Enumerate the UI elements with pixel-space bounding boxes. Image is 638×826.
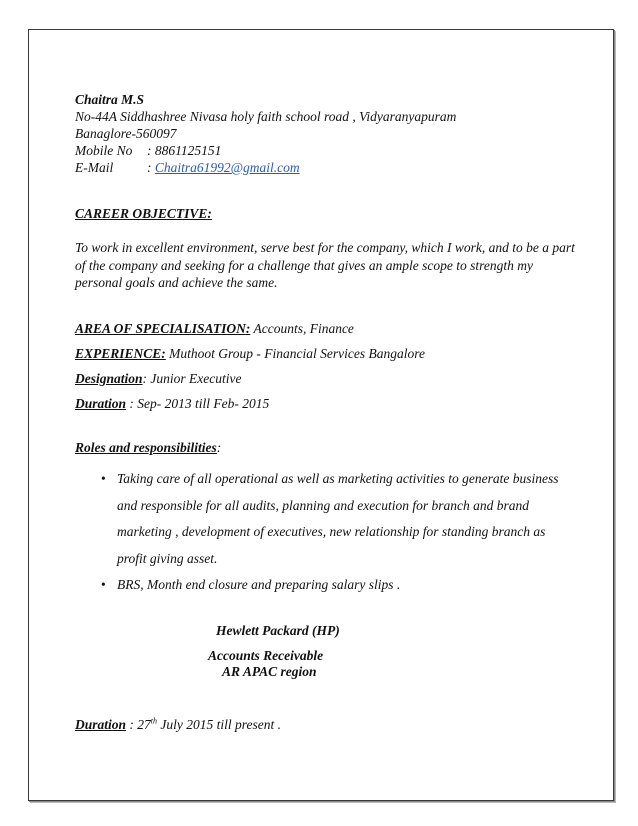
roles-list (75, 466, 575, 599)
roles-heading-colon: : (216, 440, 222, 455)
list-item (75, 466, 575, 572)
experience-value: Muthoot Group - Financial Services Bangalore (165, 346, 425, 361)
email-link[interactable]: Chaitra61992@gmail.com (154, 160, 300, 175)
career-objective-heading: CAREER OBJECTIVE: (75, 206, 212, 221)
email-separator: : (147, 160, 155, 175)
bullet-icon: • (101, 471, 106, 486)
mobile-value: : 8861125151 (147, 143, 222, 158)
email-row (75, 159, 456, 176)
experience-row (75, 345, 425, 362)
role-text: BRS, Month end closure and preparing salary slips . (117, 577, 401, 592)
specialisation-row (75, 320, 354, 337)
address-line-2: Banaglore-560097 (75, 126, 177, 141)
specialisation-label: AREA OF SPECIALISATION: (75, 321, 251, 336)
hp-region: AR APAC region (222, 664, 317, 679)
hp-company: Hewlett Packard (HP) (216, 623, 340, 638)
duration-label-1: Duration (75, 396, 127, 411)
list-item (75, 572, 575, 599)
address-line-1: No-44A Siddhashree Nivasa holy faith school road , Vidyaranyapuram (75, 109, 457, 124)
mobile-label: Mobile No (75, 143, 133, 158)
duration-sup-2: th (150, 716, 158, 726)
role-text: Taking care of all operational as well as marketing activities to generate business and responsible for all audits, planning and execution for branch and brand marketing , development of executives, new relationship for standing branch as profit giving asset. (117, 471, 559, 566)
roles-heading-row (75, 439, 221, 456)
duration-value-1: : Sep- 2013 till Feb- 2015 (126, 396, 270, 411)
duration-label-2: Duration (75, 717, 127, 732)
duration-suffix-2: July 2015 till present . (157, 717, 281, 732)
duration-prefix-2: : 27 (126, 717, 151, 732)
career-objective-text: To work in excellent environment, serve best for the company, which I work, and to be a part of the company and seeking for a challenge that gives an ample scope to strength my personal goals and achieve the same. (75, 240, 575, 290)
email-label: E-Mail (75, 160, 114, 175)
contact-block (75, 91, 456, 176)
hp-role: Accounts Receivable (208, 648, 324, 663)
designation-row (75, 370, 241, 387)
experience-label: EXPERIENCE: (75, 346, 166, 361)
designation-label: Designation (75, 371, 143, 386)
duration-row-2 (75, 716, 281, 733)
roles-heading: Roles and responsibilities (75, 440, 217, 455)
bullet-icon: • (101, 577, 106, 592)
designation-value: : Junior Executive (142, 371, 242, 386)
duration-row-1 (75, 395, 269, 412)
specialisation-value: Accounts, Finance (250, 321, 354, 336)
candidate-name: Chaitra M.S (75, 92, 145, 107)
mobile-row (75, 142, 456, 159)
